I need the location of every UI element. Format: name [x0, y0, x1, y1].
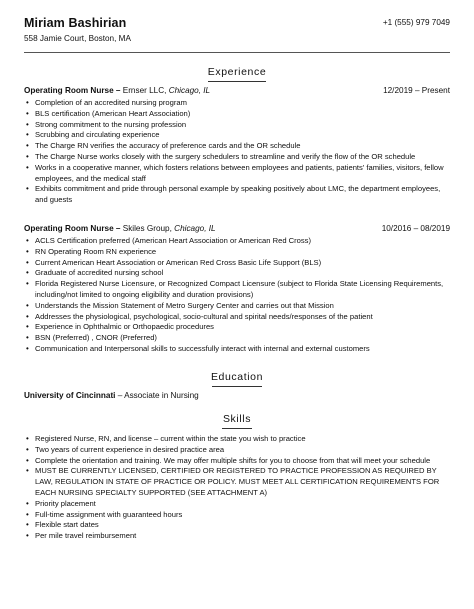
- candidate-address: 558 Jamie Court, Boston, MA: [24, 34, 131, 43]
- job-2-bullets: [24, 236, 450, 355]
- list-item: • Works in a cooperative manner, which fosters relations between employees and patients, patients' families, visitors, fellow employees, and the medical staff: [24, 163, 450, 185]
- list-item: • Flexible start dates: [24, 520, 450, 531]
- job-2-location: Chicago, IL: [174, 224, 216, 233]
- job-1-header: [24, 86, 450, 95]
- phone-number: +1 (555) 979 7049: [382, 18, 450, 27]
- list-item: • ACLS Certification preferred (American Heart Association or American Red Cross): [24, 236, 450, 247]
- list-item: • Florida Registered Nurse Licensure, or Recognized Compact Licensure (subject to Florida State Licensing Requirements, including/not limited to ongoing eligibility and duration provisions): [24, 279, 450, 301]
- list-item: • Completion of an accredited nursing program: [24, 98, 450, 109]
- list-item: • Addresses the physiological, psychological, socio-cultural and spirital needs/responses of the patient: [24, 312, 450, 323]
- job-2-role: Operating Room Nurse –: [24, 224, 121, 233]
- resume-header: [24, 16, 450, 43]
- experience-heading: Experience: [207, 66, 267, 78]
- list-item: • MUST BE CURRENTLY LICENSED, CERTIFIED OR REGISTERED TO PRACTICE PROFESSION AS REQUIRED BY LAW, REGULATION IN STATE OF PRACTICE OR POLICY. MUST MEET ALL CERTIFICATION REQUIREMENTS FOR EACH NURSING SPECIALTY SUPPORTED (SEE ATTACHMENT A): [24, 466, 450, 498]
- education-entry: [24, 391, 450, 400]
- list-item: • BLS certification (American Heart Association): [24, 109, 450, 120]
- education-heading: Education: [210, 371, 264, 383]
- list-item: • Complete the orientation and training. We may offer multiple shifts for you to choose from that will meet your schedule: [24, 456, 450, 467]
- list-item: • BSN (Preferred) , CNOR (Preferred): [24, 333, 450, 344]
- list-item: • Experience in Ophthalmic or Orthopaedic procedures: [24, 322, 450, 333]
- job-1-bullets: [24, 98, 450, 206]
- list-item: • The Charge RN verifies the accuracy of preference cards and the OR schedule: [24, 141, 450, 152]
- degree-name: – Associate in Nursing: [115, 391, 199, 400]
- list-item: • Understands the Mission Statement of Metro Surgery Center and carries out that Mission: [24, 301, 450, 312]
- job-1-location: Chicago, IL: [168, 86, 211, 95]
- job-1-role: Operating Room Nurse –: [24, 86, 121, 95]
- experience-heading-underline: [208, 81, 266, 82]
- skills-heading-underline: [222, 428, 252, 429]
- job-1-dates: 12/2019 – Present: [383, 86, 450, 95]
- job-2-dates: 10/2016 – 08/2019: [381, 224, 450, 233]
- list-item: • Exhibits commitment and pride through personal example by speaking positively about LMC, the department employees, and guests: [24, 184, 450, 206]
- header-divider: [24, 52, 450, 53]
- job-1-company: Ernser LLC,: [120, 86, 169, 95]
- skills-bullets: [24, 434, 450, 542]
- job-2-header: [24, 224, 450, 233]
- list-item: • RN Operating Room RN experience: [24, 247, 450, 258]
- list-item: • Per mile travel reimbursement: [24, 531, 450, 542]
- list-item: • Strong commitment to the nursing profession: [24, 120, 450, 131]
- list-item: • The Charge Nurse works closely with the surgery schedulers to streamline and verify the flow of the OR schedule: [24, 152, 450, 163]
- list-item: • Current American Heart Association or American Red Cross Basic Life Support (BLS): [24, 258, 450, 269]
- list-item: • Registered Nurse, RN, and license – current within the state you wish to practice: [24, 434, 450, 445]
- list-item: • Two years of current experience in desired practice area: [24, 445, 450, 456]
- job-2-company: Skiles Group,: [120, 224, 175, 233]
- list-item: • Scrubbing and circulating experience: [24, 130, 450, 141]
- candidate-name: Miriam Bashirian: [24, 16, 127, 30]
- list-item: • Priority placement: [24, 499, 450, 510]
- skills-heading: Skills: [222, 413, 252, 425]
- list-item: • Full-time assignment with guaranteed hours: [24, 510, 450, 521]
- school-name: University of Cincinnati: [24, 391, 116, 400]
- education-heading-underline: [212, 386, 262, 387]
- list-item: • Graduate of accredited nursing school: [24, 268, 450, 279]
- list-item: • Communication and Interpersonal skills to successfully interact with internal and external customers: [24, 344, 450, 355]
